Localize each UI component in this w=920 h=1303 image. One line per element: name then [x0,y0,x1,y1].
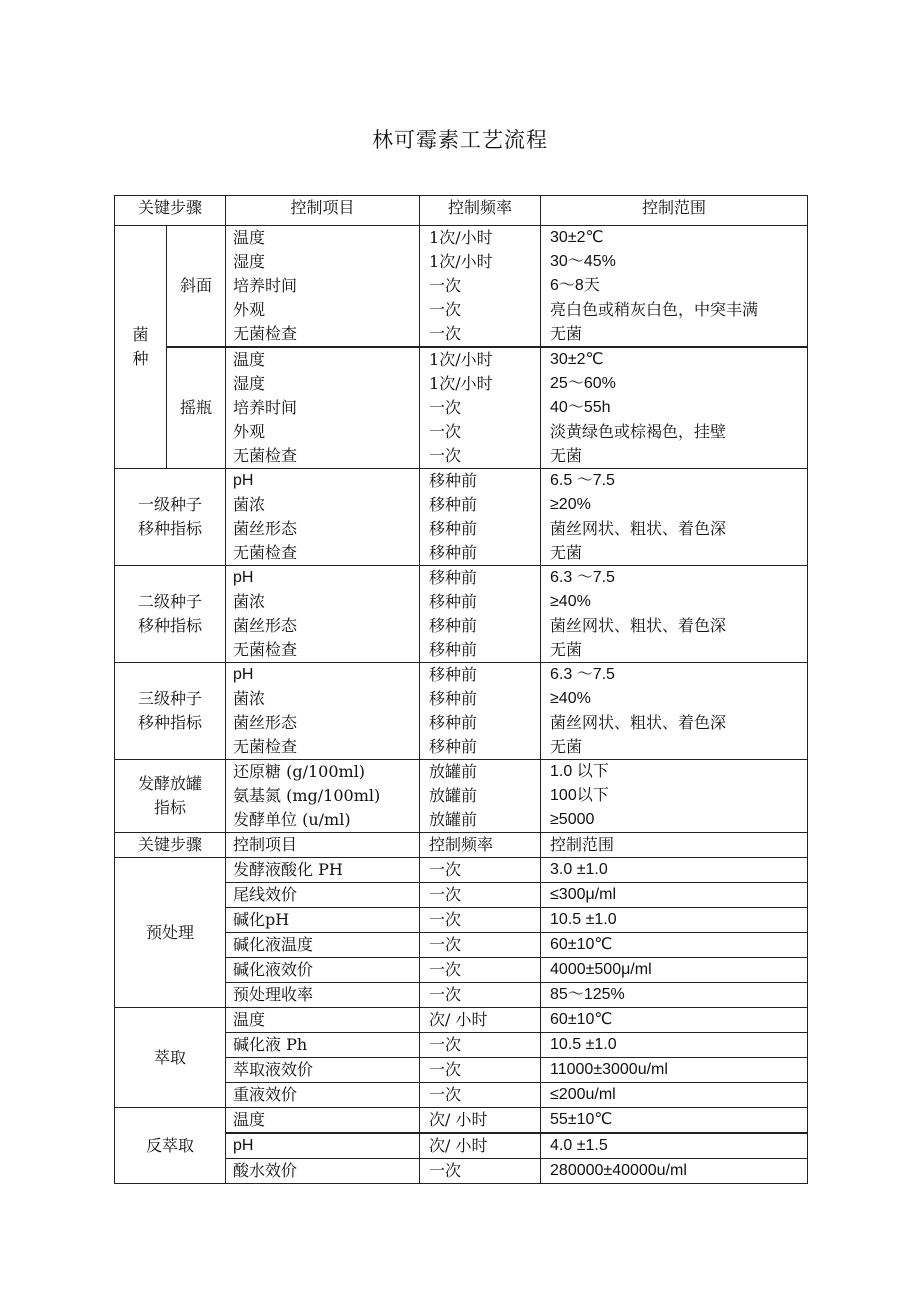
cell-freq: 一次 [429,324,462,343]
items-tertiary-seed [226,663,420,760]
cell-freq: 放罐前 [429,762,478,781]
cell-item: 酸水效价 [226,1159,420,1184]
table-header-row [115,196,808,226]
cell-freq: 一次 [429,276,462,295]
cell-range: 11000±3000u/ml [541,1058,808,1083]
cell-freq: 一次 [429,300,462,319]
cell-freq: 一次 [420,908,541,933]
step-seed-line-2: 种 [132,349,149,368]
substep-shake-flask: 摇瓶 [167,347,226,469]
cell-range: ≥5000 [550,811,595,828]
cell-freq: 移种前 [429,713,478,732]
cell-freq: 1次/小时 [429,228,493,247]
cell-item: 菌丝形态 [233,616,298,635]
cell-range: 25～60% [550,375,616,392]
cell-range: 10.5 ±1.0 [541,908,808,933]
cell-range: 4.0 ±1.5 [541,1133,808,1159]
step-seed [115,226,167,469]
header-key-step: 关键步骤 [115,833,226,858]
step-label-line: 移种指标 [138,713,203,732]
cell-range: 40～55h [550,399,611,416]
step-seed-line-1: 菌 [132,325,149,344]
cell-freq: 一次 [420,1159,541,1184]
items-fermentation [226,760,420,833]
cell-freq: 一次 [420,1058,541,1083]
ranges-slant [541,226,808,348]
step-back-extraction: 反萃取 [115,1108,226,1184]
ranges-shake-flask [541,347,808,469]
table-row [115,469,808,566]
cell-item: 温度 [233,350,266,369]
cell-item: 发酵液酸化 PH [226,858,420,883]
cell-range: 3.0 ±1.0 [541,858,808,883]
substep-slant: 斜面 [167,226,226,348]
table-row [115,858,808,883]
cell-item: 菌浓 [233,495,266,514]
cell-range: 菌丝网状、粗状、着色深 [550,713,727,732]
ranges-tertiary-seed [541,663,808,760]
step-primary-seed-transfer [115,469,226,566]
cell-range: 280000±40000u/ml [541,1159,808,1184]
cell-range: 无菌 [550,324,583,343]
cell-range: 100以下 [550,787,609,804]
cell-range: 无菌 [550,737,583,756]
cell-freq: 次/ 小时 [420,1133,541,1159]
cell-item: 碱化液温度 [226,933,420,958]
cell-range: 60±10℃ [541,933,808,958]
cell-range: 6.3 ～7.5 [550,666,615,683]
table-row [115,226,808,348]
step-extraction: 萃取 [115,1008,226,1108]
cell-freq: 次/ 小时 [420,1008,541,1033]
step-secondary-seed-transfer [115,566,226,663]
cell-range: 30±2℃ [550,229,604,246]
cell-range: 60±10℃ [541,1008,808,1033]
cell-freq: 一次 [429,422,462,441]
cell-item: 预处理收率 [226,983,420,1008]
cell-item: 菌丝形态 [233,519,298,538]
cell-item: 外观 [233,422,266,441]
cell-freq: 放罐前 [429,810,478,829]
step-label-line: 移种指标 [138,616,203,635]
cell-range: 1.0 以下 [550,763,609,780]
cell-item: 碱化液 Ph [226,1033,420,1058]
table-row [115,1108,808,1134]
step-label-line: 二级种子 [138,592,203,611]
cell-item: 无菌检查 [233,446,298,465]
cell-range: 亮白色或稍灰白色，中突丰满 [550,300,759,319]
cell-item: 培养时间 [233,276,298,295]
cell-item: 发酵单位 (u/ml) [233,810,351,829]
cell-item: 湿度 [233,374,266,393]
cell-range: 85～125% [541,983,808,1008]
cell-range: 6.3 ～7.5 [550,569,615,586]
cell-item: 重液效价 [226,1083,420,1108]
cell-freq: 放罐前 [429,786,478,805]
header-control-range: 控制范围 [541,196,808,226]
cell-item: 萃取液效价 [226,1058,420,1083]
cell-item: pH [226,1133,420,1159]
table-row [115,347,808,469]
cell-range: 无菌 [550,446,583,465]
cell-range: 6～8天 [550,277,600,294]
cell-item: 培养时间 [233,398,298,417]
cell-freq: 一次 [420,958,541,983]
cell-item: 外观 [233,300,266,319]
cell-freq: 一次 [420,883,541,908]
cell-range: ≤200u/ml [541,1083,808,1108]
cell-range: 无菌 [550,640,583,659]
cell-range: 55±10℃ [541,1108,808,1134]
cell-freq: 移种前 [429,640,478,659]
cell-item: 无菌检查 [233,640,298,659]
process-control-table [114,195,808,1184]
step-pretreatment: 预处理 [115,858,226,1008]
cell-freq: 一次 [420,1083,541,1108]
header-control-item: 控制项目 [226,196,420,226]
cell-freq: 移种前 [429,543,478,562]
cell-range: 6.5 ～7.5 [550,472,615,489]
cell-freq: 移种前 [429,737,478,756]
cell-item: 无菌检查 [233,543,298,562]
step-label-line: 一级种子 [138,495,203,514]
freqs-slant [420,226,541,348]
cell-range: 淡黄绿色或棕褐色，挂壁 [550,422,727,441]
freqs-fermentation [420,760,541,833]
header-control-frequency: 控制频率 [420,196,541,226]
cell-item: pH [233,569,254,586]
cell-item: 菌浓 [233,592,266,611]
cell-range: ≥40% [550,690,591,707]
cell-freq: 一次 [420,858,541,883]
freqs-tertiary-seed [420,663,541,760]
cell-freq: 移种前 [429,592,478,611]
cell-freq: 移种前 [429,689,478,708]
table-row [115,760,808,833]
cell-freq: 一次 [429,398,462,417]
ranges-fermentation [541,760,808,833]
cell-freq: 移种前 [429,495,478,514]
cell-freq: 移种前 [429,471,478,490]
cell-range: 菌丝网状、粗状、着色深 [550,616,727,635]
cell-range: 无菌 [550,543,583,562]
cell-item: 菌浓 [233,689,266,708]
cell-item: 温度 [226,1008,420,1033]
cell-range: ≥20% [550,496,591,513]
cell-freq: 次/ 小时 [420,1108,541,1134]
cell-freq: 1次/小时 [429,350,493,369]
cell-item: 菌丝形态 [233,713,298,732]
cell-range: 30～45% [550,253,616,270]
header-key-step: 关键步骤 [115,196,226,226]
step-label-line: 移种指标 [138,519,203,538]
cell-range: 4000±500μ/ml [541,958,808,983]
freqs-shake-flask [420,347,541,469]
cell-item: 碱化pH [226,908,420,933]
cell-item: 碱化液效价 [226,958,420,983]
freqs-secondary-seed [420,566,541,663]
cell-item: 还原糖 (g/100ml) [233,762,366,781]
ranges-secondary-seed [541,566,808,663]
cell-freq: 1次/小时 [429,374,493,393]
items-secondary-seed [226,566,420,663]
cell-item: pH [233,472,254,489]
cell-freq: 一次 [420,1033,541,1058]
cell-item: 尾线效价 [226,883,420,908]
step-label-line: 发酵放罐 [138,774,203,793]
step-label-line: 指标 [154,798,187,817]
cell-range: 10.5 ±1.0 [541,1033,808,1058]
cell-item: 氨基氮 (mg/100ml) [233,786,381,805]
table-header-row [115,833,808,858]
cell-item: 无菌检查 [233,737,298,756]
cell-range: 30±2℃ [550,351,604,368]
cell-range: 菌丝网状、粗状、着色深 [550,519,727,538]
cell-freq: 一次 [420,983,541,1008]
table-row [115,1008,808,1033]
cell-freq: 移种前 [429,568,478,587]
freqs-primary-seed [420,469,541,566]
cell-item: 湿度 [233,252,266,271]
step-label-line: 三级种子 [138,689,203,708]
table-row [115,566,808,663]
cell-freq: 移种前 [429,616,478,635]
table-row [115,663,808,760]
header-control-item: 控制项目 [226,833,420,858]
cell-range: ≤300μ/ml [541,883,808,908]
cell-freq: 移种前 [429,519,478,538]
ranges-primary-seed [541,469,808,566]
cell-freq: 移种前 [429,665,478,684]
step-tertiary-seed-transfer [115,663,226,760]
cell-item: pH [233,666,254,683]
page-title: 林可霉素工艺流程 [372,128,548,152]
items-slant [226,226,420,348]
header-control-range: 控制范围 [541,833,808,858]
cell-freq: 1次/小时 [429,252,493,271]
cell-freq: 一次 [429,446,462,465]
cell-item: 无菌检查 [233,324,298,343]
items-shake-flask [226,347,420,469]
cell-range: ≥40% [550,593,591,610]
cell-freq: 一次 [420,933,541,958]
cell-item: 温度 [233,228,266,247]
cell-item: 温度 [226,1108,420,1134]
header-control-frequency: 控制频率 [420,833,541,858]
items-primary-seed [226,469,420,566]
step-fermentation-discharge [115,760,226,833]
